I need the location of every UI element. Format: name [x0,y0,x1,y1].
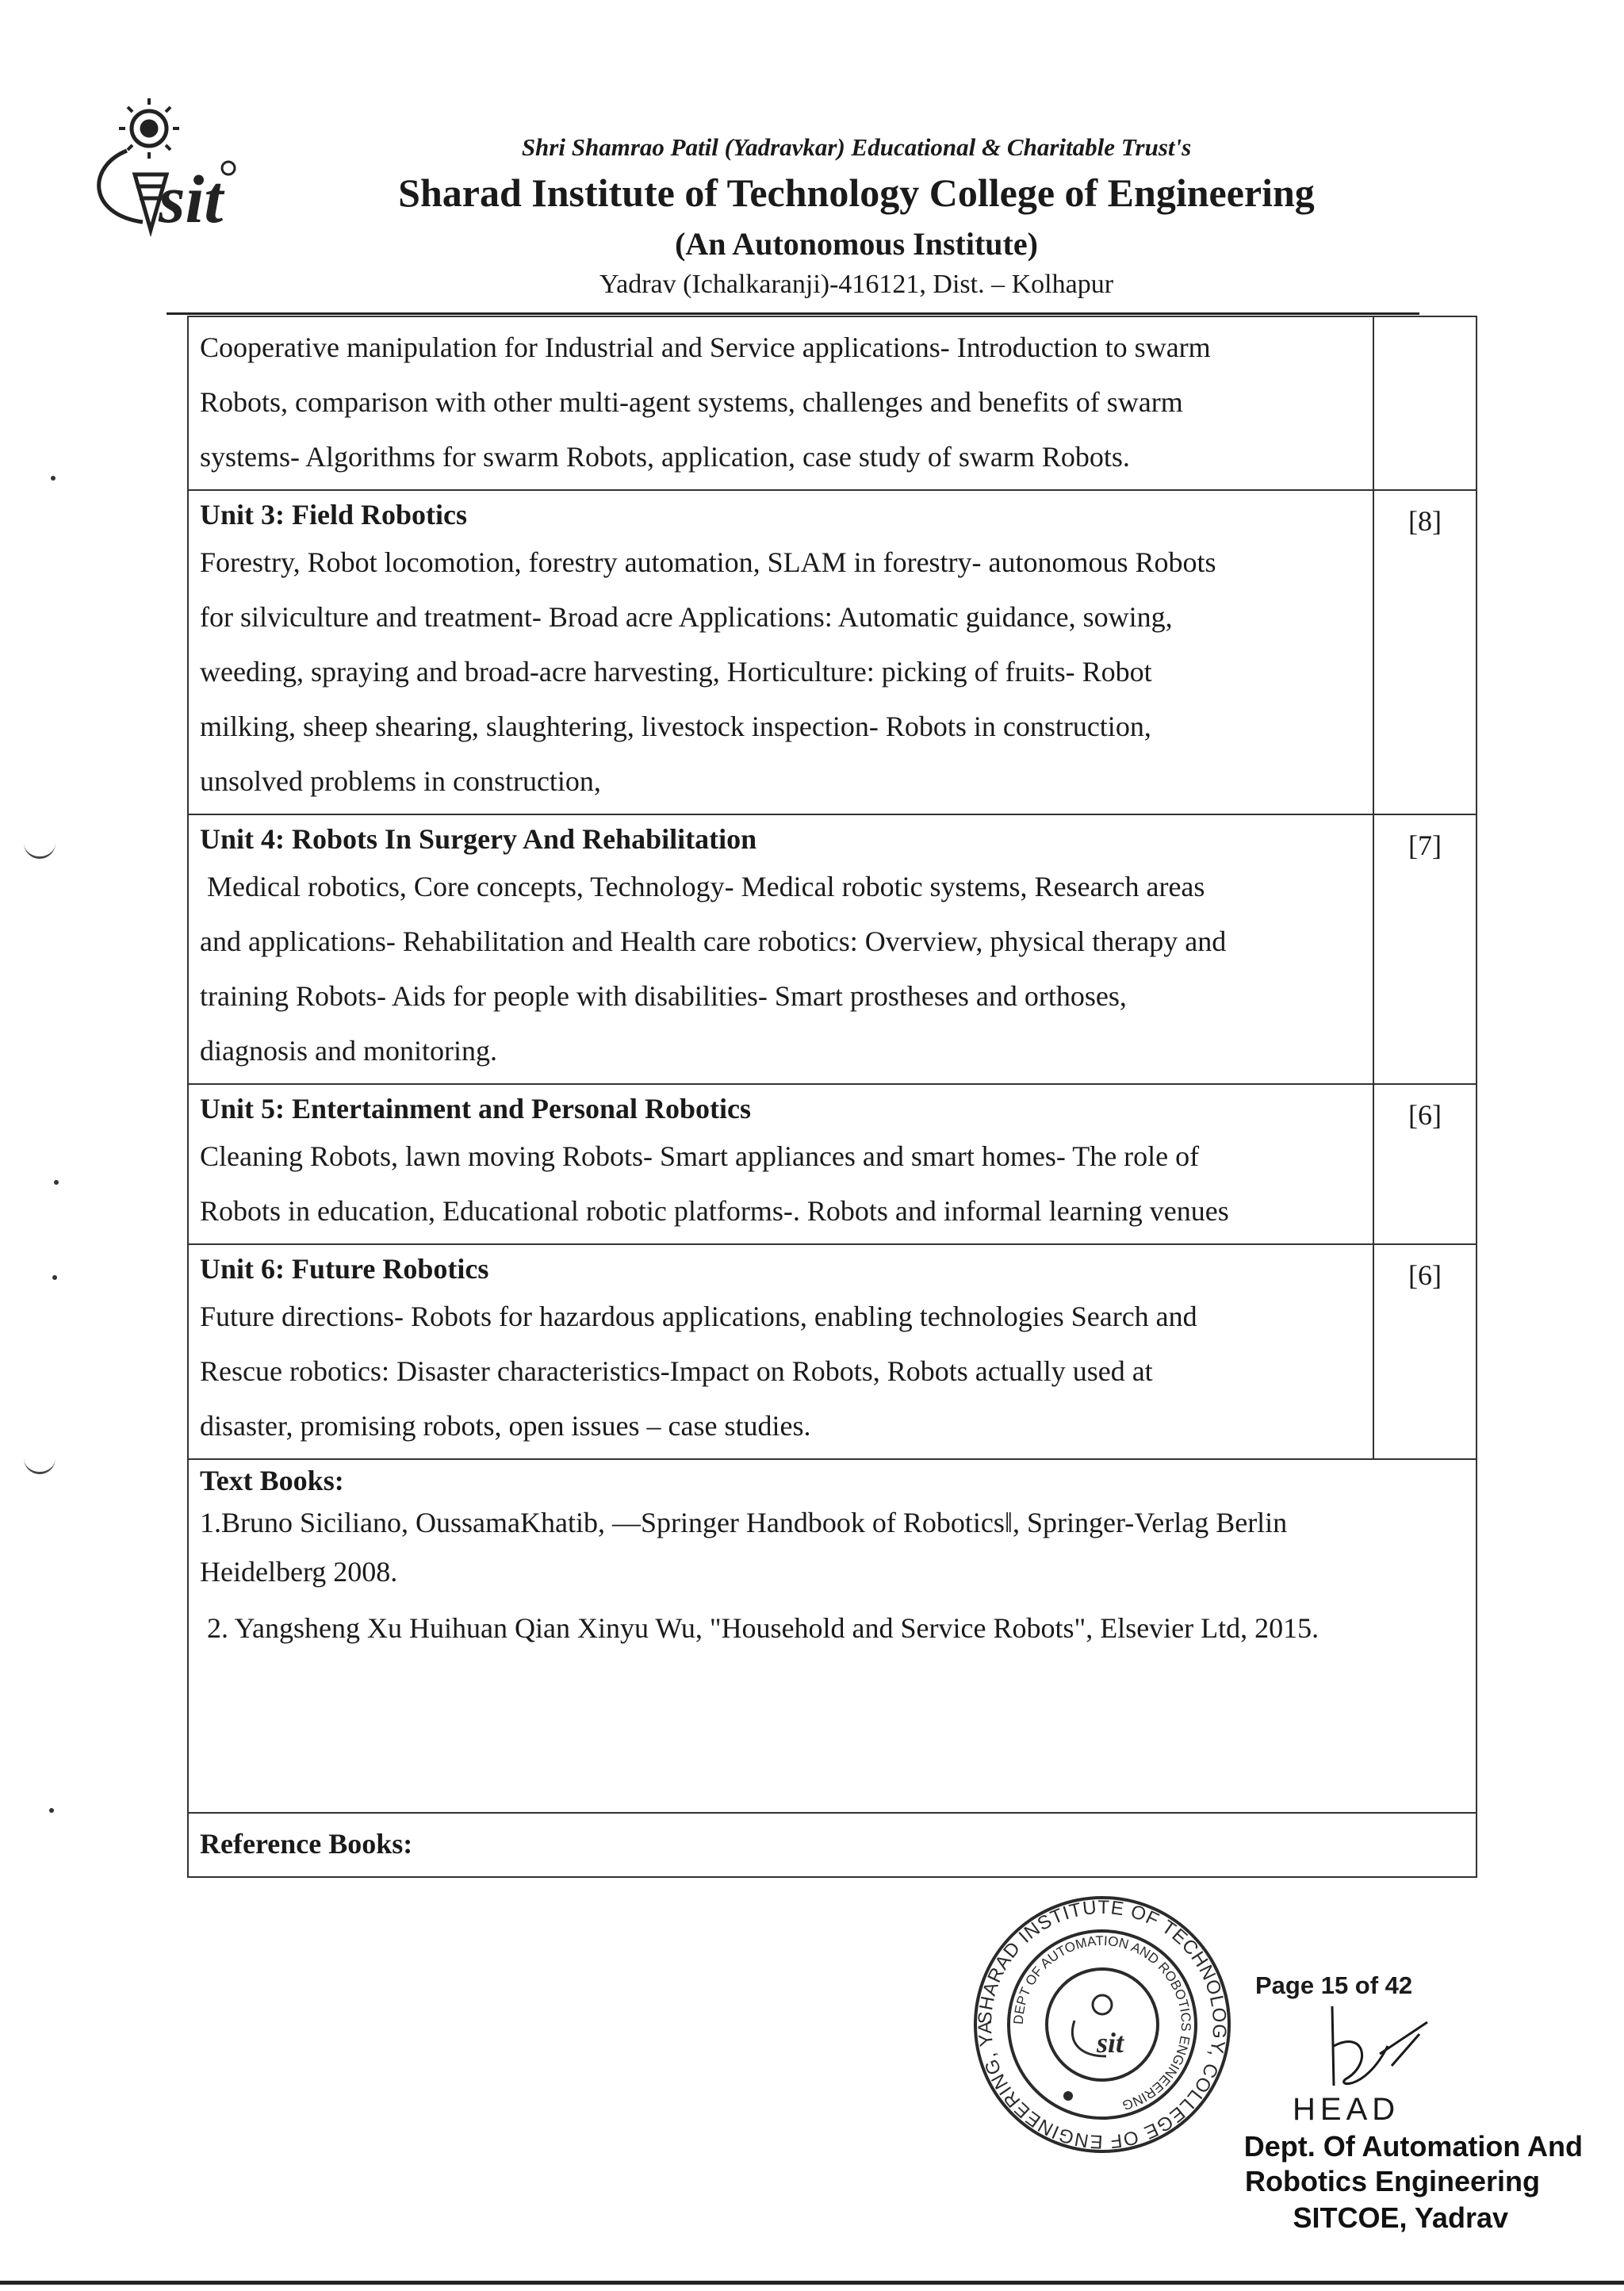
unit-title: Unit 4: Robots In Surgery And Rehabilitation [200,823,757,855]
book-entry: 1.Bruno Siciliano, OussamaKhatib, —Springer Handbook of Robotics‖, Springer-Verlag Berlin [200,1507,1288,1538]
content-line: Future directions- Robots for hazardous applications, enabling technologies Search and [200,1301,1197,1332]
table-row [188,1459,1477,1813]
table-row [188,316,1477,490]
unit-5-content [188,1084,1373,1244]
text-books-cell [188,1459,1477,1813]
department-line: Robotics Engineering [1244,2165,1540,2197]
institute-name: Sharad Institute of Technology College of Engineering [398,170,1315,215]
unit-content-continued [188,316,1373,490]
content-line: diagnosis and monitoring. [200,1035,497,1067]
book-entry: Heidelberg 2008. [200,1556,398,1588]
page-number: Page 15 of 42 [1255,1971,1413,1999]
content-line: training Robots- Aids for people with disabilities- Smart prostheses and orthoses, [200,980,1127,1012]
scan-mark [54,1180,59,1185]
content-line: Robots in education, Educational robotic platforms-. Robots and informal learning venues [200,1195,1229,1227]
seal-inner-text: DEPT OF AUTOMATION AND ROBOTICS ENGINEERING [1010,1933,1194,2113]
institute-status: (An Autonomous Institute) [675,226,1038,262]
scan-mark [49,1808,54,1813]
text-books-heading: Text Books: [200,1465,344,1496]
content-line: Forestry, Robot locomotion, forestry automation, SLAM in forestry- autonomous Robots [200,546,1216,578]
unit-title: Unit 5: Entertainment and Personal Robotics [200,1093,751,1124]
content-line: Cleaning Robots, lawn moving Robots- Smart appliances and smart homes- The role of [200,1140,1200,1172]
head-label: HEAD [1293,2092,1400,2127]
table-row [188,814,1477,1084]
scan-mark [24,841,56,859]
unit-3-content [188,490,1373,814]
content-line: Medical robotics, Core concepts, Technology- Medical robotic systems, Research areas [200,871,1205,902]
book-entry: 2. Yangsheng Xu Huihuan Qian Xinyu Wu, "Household and Service Robots", Elsevier Ltd, 2015. [200,1612,1320,1644]
unit-4-content [188,814,1373,1084]
unit-title: Unit 6: Future Robotics [200,1253,489,1285]
department-seal [971,1894,1233,2155]
unit-title: Unit 3: Field Robotics [200,499,467,531]
department-line: Dept. Of Automation And [1243,2130,1583,2163]
scan-mark [52,1275,57,1280]
hours-cell: [6] [1373,1084,1477,1244]
table-row [188,490,1477,814]
content-line: unsolved problems in construction, [200,765,601,797]
table-row [188,1813,1477,1877]
content-line: milking, sheep shearing, slaughtering, livestock inspection- Robots in construction, [200,711,1151,742]
table-row [188,1244,1477,1459]
content-line: disaster, promising robots, open issues – case studies. [200,1410,811,1442]
unit-6-content [188,1244,1373,1459]
hours-cell: [8] [1373,490,1477,814]
institute-logo [79,95,285,262]
seal-logo-text: sit [1097,2027,1124,2059]
svg-text:DEPT OF AUTOMATION AND ROBOTIC [1011,1933,1193,2113]
scan-mark [51,476,56,481]
content-line: Rescue robotics: Disaster characteristics-Impact on Robots, Robots actually used at [200,1355,1153,1387]
logo-text: sit [159,161,224,237]
hours-cell: [7] [1373,814,1477,1084]
seal-outer-text: SHARAD INSTITUTE OF TECHNOLOGY, COLLEGE OF ENGINEERING, YA [974,1896,1231,2153]
content-line: systems- Algorithms for swarm Robots, application, case study of swarm Robots. [200,441,1130,473]
reference-books-cell [188,1813,1477,1877]
institute-address: Yadrav (Ichalkaranji)-416121, Dist. – Kolhapur [599,270,1114,299]
content-line: Robots, comparison with other multi-agent systems, challenges and benefits of swarm [200,386,1183,418]
scan-mark [24,1456,56,1474]
content-line: weeding, spraying and broad-acre harvesting, Horticulture: picking of fruits- Robot [200,656,1152,688]
department-line: SITCOE, Yadrav [1293,2201,1508,2234]
bottom-border [0,2281,1624,2285]
content-line: for silviculture and treatment- Broad acre Applications: Automatic guidance, sowing, [200,601,1173,633]
table-row [188,1084,1477,1244]
content-line: Cooperative manipulation for Industrial and Service applications- Introduction to swarm [200,331,1211,363]
syllabus-table [187,316,1477,1878]
header-divider [167,312,1419,315]
trust-name: Shri Shamrao Patil (Yadravkar) Educational & Charitable Trust's [521,133,1192,161]
content-line: and applications- Rehabilitation and Health care robotics: Overview, physical therapy and [200,925,1227,957]
reference-books-heading: Reference Books: [200,1828,413,1860]
hours-cell [1373,316,1477,490]
hours-cell: [6] [1373,1244,1477,1459]
signature [1316,1998,1435,2094]
